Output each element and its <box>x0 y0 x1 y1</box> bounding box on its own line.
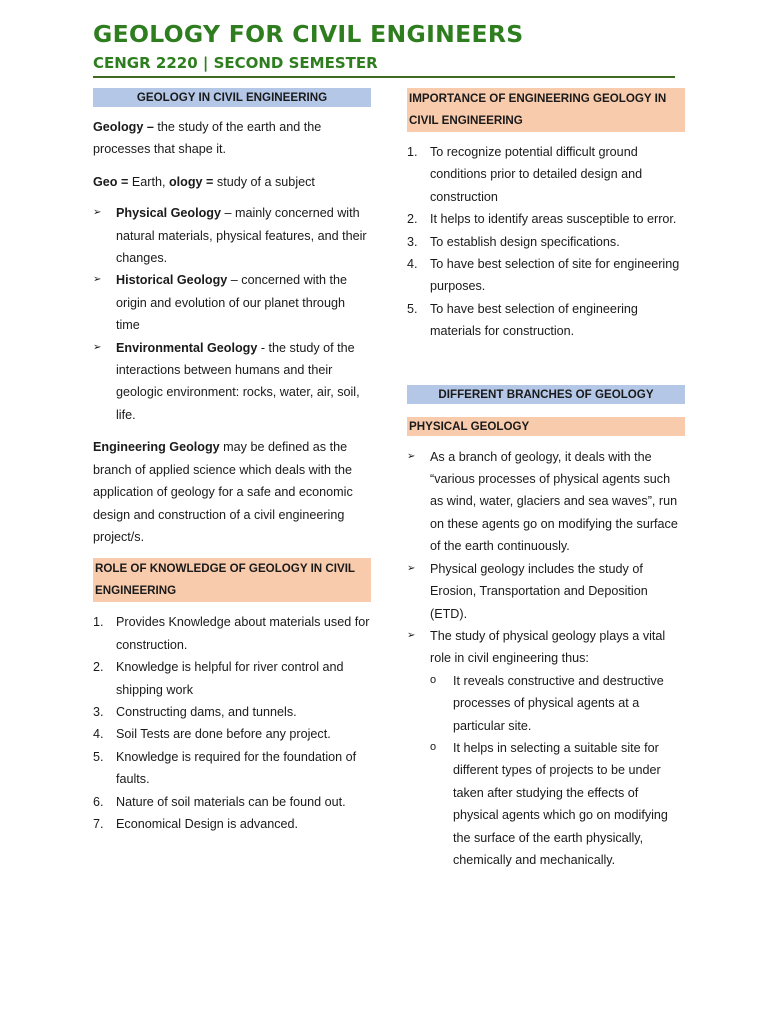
item-number: 3. <box>93 704 104 719</box>
item-text: Knowledge is helpful for river control and shipping work <box>116 660 344 697</box>
list-item-term: Historical Geology <box>116 273 228 288</box>
item-text: Economical Design is advanced. <box>116 816 299 831</box>
list-item <box>407 231 685 253</box>
list-item-term: Physical Geology <box>116 206 221 221</box>
list-item: ➢ Physical geology includes the study of Erosion, Transportation and Deposition (ETD). <box>407 558 685 625</box>
sub-list-item: o It reveals constructive and destructive processes of physical agents at a particular site. <box>430 670 685 737</box>
list-item <box>93 202 371 269</box>
document-title: GEOLOGY FOR CIVIL ENGINEERS <box>93 20 524 48</box>
list-item <box>93 813 371 835</box>
engineering-geology-text: may be defined as the branch of applied science which deals with the application of geology for a safe and economic design and construction of a civil engineering project/s. <box>93 440 353 544</box>
item-text: Nature of soil materials can be found out. <box>116 794 346 809</box>
list-item <box>93 656 371 701</box>
item-number: 1. <box>407 145 418 159</box>
list-item <box>407 141 685 208</box>
item-text: Provides Knowledge about materials used for construction. <box>116 615 370 652</box>
list-item-text: The study of physical geology plays a vital role in civil engineering thus: <box>430 628 666 666</box>
item-number: 4. <box>407 257 418 272</box>
physical-geology-list <box>407 446 685 872</box>
list-item <box>93 611 371 656</box>
item-number: 6. <box>93 794 104 809</box>
list-item <box>407 208 685 230</box>
section-heading-importance-of-engineering-geology: IMPORTANCE OF ENGINEERING GEOLOGY IN CIVIL ENGINEERING <box>407 88 685 132</box>
list-item <box>93 746 371 791</box>
item-number: 4. <box>93 727 104 742</box>
list-item-text: - the study of the interactions between humans and their geologic environment: rocks, water, air, soil, life. <box>116 340 360 422</box>
geo-term: Geo = <box>93 174 129 189</box>
list-item <box>407 298 685 343</box>
list-item-term: Environmental Geology <box>116 340 258 355</box>
list-item <box>407 625 685 871</box>
civil-engineering-role-sublist <box>430 670 685 872</box>
item-number: 7. <box>93 816 104 831</box>
geology-term: Geology – <box>93 120 154 134</box>
item-text: Knowledge is required for the foundation of faults. <box>116 749 357 787</box>
item-text: To have best selection of site for engineering purposes. <box>430 257 680 294</box>
ology-term: ology = <box>168 174 214 189</box>
list-item <box>93 791 371 813</box>
engineering-geology-term: Engineering Geology <box>93 440 220 455</box>
sub-list-item: o It helps in selecting a suitable site for different types of projects to be under taken after studying the effects of physical agents which go on modifying the surface of the earth physically, chemically and mechanically. <box>430 737 685 871</box>
item-text: To establish design specifications. <box>430 234 620 249</box>
section-heading-role-of-knowledge: ROLE OF KNOWLEDGE OF GEOLOGY IN CIVIL ENGINEERING <box>93 558 371 602</box>
item-text: To have best selection of engineering materials for construction. <box>430 301 638 339</box>
geology-types-list <box>93 202 371 426</box>
list-item-text: – concerned with the origin and evolution of our planet through time <box>116 273 347 333</box>
item-number: 2. <box>93 660 104 675</box>
course-subtitle: CENGR 2220 | SECOND SEMESTER <box>93 54 378 72</box>
geo-meaning: Earth, <box>128 174 169 189</box>
item-number: 5. <box>93 749 104 764</box>
geology-definition-text: the study of the earth and the processes that shape it. <box>93 120 322 157</box>
list-item <box>93 269 371 336</box>
right-column <box>407 88 685 871</box>
list-item: ➢ As a branch of geology, it deals with the “various processes of physical agents such as wind, water, glaciers and sea waves”, run on these agents go on modifying the surface of the earth continuously. <box>407 446 685 558</box>
role-of-knowledge-list <box>93 611 371 835</box>
list-item <box>407 253 685 298</box>
left-column <box>93 88 371 835</box>
item-text: Soil Tests are done before any project. <box>116 727 331 742</box>
list-item <box>93 701 371 723</box>
list-item <box>93 723 371 745</box>
item-text: It helps to identify areas susceptible to error. <box>430 212 677 227</box>
engineering-geology-definition <box>93 436 371 548</box>
ology-meaning: study of a subject <box>213 174 315 189</box>
section-heading-branches-of-geology: DIFFERENT BRANCHES OF GEOLOGY <box>407 385 685 404</box>
item-number: 5. <box>407 301 418 316</box>
importance-list <box>407 141 685 343</box>
item-number: 1. <box>93 615 104 630</box>
section-heading-geology-in-civil-engineering: GEOLOGY IN CIVIL ENGINEERING <box>93 88 371 107</box>
list-item <box>93 337 371 427</box>
section-heading-physical-geology: PHYSICAL GEOLOGY <box>407 417 685 436</box>
geo-etymology <box>93 171 371 193</box>
item-number: 3. <box>407 234 418 249</box>
item-text: To recognize potential difficult ground conditions prior to detailed design and construction <box>430 145 643 204</box>
header-divider <box>93 76 675 78</box>
list-item-text: – mainly concerned with natural materials, physical features, and their changes. <box>116 206 367 266</box>
item-text: Constructing dams, and tunnels. <box>116 704 297 719</box>
item-number: 2. <box>407 212 418 227</box>
geology-definition <box>93 116 371 161</box>
